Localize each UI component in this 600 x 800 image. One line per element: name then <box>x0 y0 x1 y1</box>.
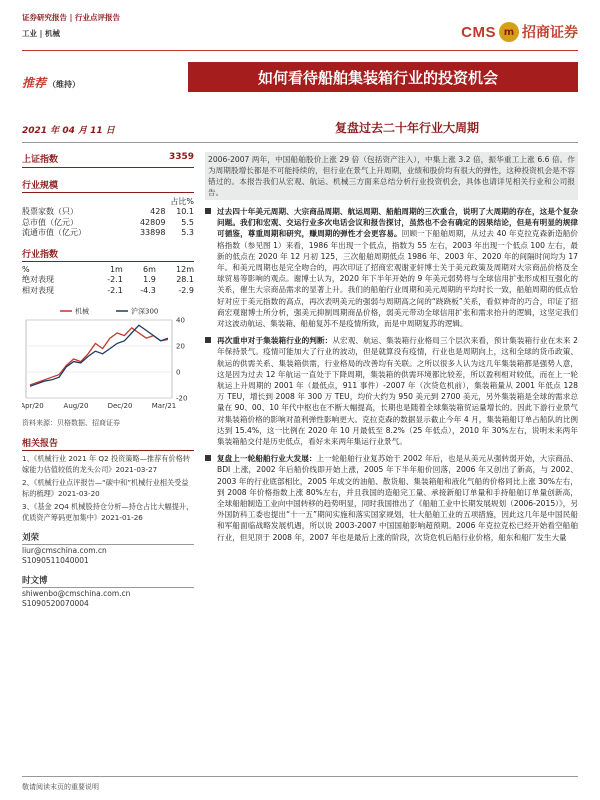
scale-label: 流通市值（亿元） <box>22 228 86 237</box>
square-bullet-icon <box>205 455 211 461</box>
header-divider <box>22 50 578 51</box>
analyst-email[interactable]: liur@cmschina.com.cn <box>22 546 107 555</box>
perf-cell: -4.3 <box>140 285 156 295</box>
rating <box>22 74 80 91</box>
paragraph-text: 上一轮船舶行业复苏始于 2002 年后，也是从美元从强转弱开始，大宗商品、BDI 上涨，2002 年后船价线即开始上涨，2005 年下半年船价回落，2006 年又创出了新高，与 2002、2003 年的行业底部相比，2005 年成交的油船、散货船、集装箱船和液化气船的价格同比上涨 30%左右，到 2008 年价格指数上涨 80%左右，并且我国的造船完工量、承接新船订单量和手持船舶订单量创新高，全球船舶制造工业向中国转移的趋势明显，同时我国推出了《船舶工业中长期发展规划（2006-2015）》，另外国防科工委也提出“十一五”期间实施和落实国家规划，壮大船舶工业的五项措施，因此这几年是中国民船和军船面临战略发展机遇，所以说 2003-2007 中国国舶影响超预期。2006 年克拉克松已经开始看空船舶行业，但见顶于 2008 年，2007 年也是最后上涨的阶段，次贷危机后船行业价格，船东和船厂发生大量 <box>217 454 579 542</box>
analyst-name: 刘荣 <box>22 533 194 545</box>
perf-cell: 绝对表现 <box>22 275 54 284</box>
paragraph-lead: 复盘上一轮船舶行业大发展： <box>217 454 317 464</box>
chart-source: 资料来源：贝格数据、招商证券 <box>22 419 120 427</box>
paragraph-lead: 再次重申对于集装箱行业的判断： <box>217 336 333 346</box>
scale-table <box>22 207 194 239</box>
x-tick-label: Mar/21 <box>151 402 177 410</box>
perf-header-cell: 1m <box>109 264 123 274</box>
perf-cell: 28.1 <box>176 275 194 284</box>
perf-header-cell: 6m <box>143 264 156 274</box>
analyst-cert: S1090520070004 <box>22 599 89 608</box>
scale-pct: 5.5 <box>181 217 194 227</box>
index-label: 上证指数 <box>22 155 59 165</box>
logo-text-en: CMS <box>461 23 496 41</box>
analyst-info <box>22 533 194 609</box>
table-row <box>22 218 194 229</box>
body-paragraph <box>205 206 578 329</box>
table-row <box>22 275 194 286</box>
scale-pct: 5.3 <box>181 228 194 237</box>
paragraph-text: 回顾一下船舶周期，从过去 40 年克拉克森新造船价格指数（参见图 1）来看，1986 年出现一个低点，指数为 55 左右，2003 年出现一个低点 100 左右，最新的低点在 2020 年 12 月初 125，三次船舶周期低点 1986 年、2003 年、2020 年的间隔时间均为 17 年。和美元周期也是完全吻合的，再次印证了招商宏观谢亚轩博士关于美元政策及周期对大宗商品价格及全球贸易等影响的观点。谢博士认为，2020 年下半年开始的 9 年美元弱势将与全球信用扩张形成相互强化的关系，催生大宗商品需求的显著上升。我们的船舶行业周期和美元周期的平均时长一致，船舶周期的低点恰好对应于美元指数的高点，再次表明美元的强弱与周期高之间的“跷跷板”关系，看似神奇的巧合，印证了招商宏观谢博士所分析，强美元抑制周期商品价格，弱美元带动全球信用扩张和需求抬升的逻辑，这坚定我们对这波动航运、集装箱、船舶复苏不是疫情所致，而是中周期复苏的逻辑。 <box>217 229 578 329</box>
related-report-item[interactable]: 1、《机械行业 2021 年 Q2 投资策略—推荐有价格转嫁能力估值较低的龙头公司》2021-03-27 <box>22 454 191 474</box>
related-report-item[interactable]: 3、《基金 2Q4 机械股持仓分析—持仓占比大幅提升，优质资产筹码更加集中》2021-01-26 <box>22 502 194 522</box>
perf-header-cell: % <box>22 264 30 274</box>
rating-note: （维持） <box>48 80 81 89</box>
paragraph-lead: 过去四十年美元周期、大宗商品周期、航运周期、船舶周期的三次重合，说明了大周期的存在，这是个复杂问题。我们和宏观、交运行业多次电话会议和报告探讨，虽然也不会有确定的因果结论，但是有明显的规律可循鉴，尊重周期和研究，赚周期的弹性才会更容易。 <box>217 207 578 239</box>
x-tick-label: Apr/20 <box>22 402 44 410</box>
legend-label: 机械 <box>75 307 89 316</box>
y-tick-label: -20 <box>176 394 188 403</box>
report-header <box>22 10 120 42</box>
index-row <box>22 148 194 168</box>
scale-value: 428 <box>150 207 166 216</box>
title-divider <box>22 142 578 143</box>
body-paragraph <box>205 335 578 447</box>
perf-header-cell: 12m <box>176 264 194 274</box>
related-reports <box>22 454 194 523</box>
scale-pct: 10.1 <box>176 207 194 216</box>
perf-cell: -2.9 <box>178 285 194 295</box>
perf-cell: -2.1 <box>107 285 123 295</box>
scale-title: 行业规模 <box>22 178 194 193</box>
series-line-1 <box>30 328 168 385</box>
scale-value: 33898 <box>139 228 166 237</box>
company-logo <box>461 22 578 42</box>
report-subtitle: 复盘过去二十年行业大周期 <box>335 121 480 135</box>
analyst-cert: S1090511040001 <box>22 556 89 565</box>
scale-pct-header <box>22 196 194 207</box>
x-tick-label: Aug/20 <box>63 402 89 410</box>
report-date: 2021 年 04 月 11 日 <box>22 126 115 136</box>
table-row <box>22 228 194 239</box>
report-sector: 工业 | 机械 <box>22 29 60 38</box>
main-content <box>205 152 578 549</box>
index-value: 3359 <box>168 152 194 162</box>
report-type: 证券研究报告 | 行业点评报告 <box>22 13 120 22</box>
analyst-name: 时文博 <box>22 576 194 588</box>
table-row <box>22 286 194 297</box>
performance-chart <box>22 302 194 414</box>
perf-cell: 1.9 <box>143 275 156 284</box>
scale-label: 总市值（亿元） <box>22 217 78 227</box>
perf-title: 行业指数 <box>22 247 194 262</box>
chart-frame <box>26 320 172 398</box>
scale-pct-header-text: 占比% <box>170 197 194 206</box>
related-title: 相关报告 <box>22 436 194 451</box>
perf-cell: -2.1 <box>107 275 123 284</box>
paragraph-text: 从宏观、航运、集装箱行业格局三个层次来看，预计集装箱行业在未来 2 年保持景气。疫情可能加大了行业的波动，但是就算没有疫情，行业也是周期向上，这和全球的货币政策、航运的供需关系、集装箱供需，行业格局的改善均有关联。之所以很多人认为这几年集装箱都是强势人意，这是因为过去 12 年航运一直处于下降周期，集装箱的供需环境都比较差，所以盈利相对较低，而在上一轮航运上升周期的 2001 年（最低点，911 事件）-2007 年（次贷危机前），集装箱量从 2001 年低点 128 万 TEU，增长到 2008 年 300 万 TEU，均价大约为 950 美元到 2700 美元，另外集装箱是全球的需求总量在 90、00、10 年代中枢也在不断大幅提高，长期也是随着全球集装箱贸运量增长的。因此下游行业景气对集装箱价格的影响对盈利弹性影响更大。克拉克森的数据显示截止今年 4 月，集装箱船订单占船队的比例达到 15.4%，这一比例在 2020 年 10 月最低至 8.2%（25 年低点），2010 年 30%左右，说明未来两年集装箱船交付是历史低点，看好未来两年集运行业景气。 <box>217 336 578 447</box>
y-tick-label: 40 <box>176 316 185 325</box>
scale-value: 42809 <box>139 217 166 227</box>
logo-icon: m <box>499 22 519 42</box>
perf-cell: 相对表现 <box>22 285 54 295</box>
body-paragraph <box>205 453 578 543</box>
y-tick-label: 0 <box>176 368 181 377</box>
table-row <box>22 207 194 218</box>
perf-table <box>22 265 194 297</box>
related-report-item[interactable]: 2、《机械行业点评报告—“碳中和”机械行业相关受益标的梳理》2021-03-20 <box>22 478 189 498</box>
square-bullet-icon <box>205 337 211 343</box>
logo-text-cn: 招商证券 <box>522 25 578 41</box>
page-footer: 敬请阅读末页的重要说明 <box>22 776 578 792</box>
analyst-email[interactable]: shiwenbo@cmschina.com.cn <box>22 589 131 598</box>
square-bullet-icon <box>205 208 211 214</box>
sidebar <box>22 148 194 609</box>
rating-label: 推荐 <box>22 76 47 90</box>
legend-label: 沪深300 <box>131 307 159 316</box>
summary-box: 2006-2007 两年，中国船舶股价上涨 29 倍（包括资产注入），中集上涨 3.2 倍，振华重工上涨 6.6 倍。作为周期股增长都是不可能持续的，但行业在景气上升周期，业绩和股价均有很大的弹性，这种投资机会是不容错过的。本报告我们从宏观、航运、机械三方面来总结分析行业投资机会，具体也请详见相关行业和公司报告。 <box>205 152 578 200</box>
report-title: 如何看待船舶集装箱行业的投资机会 <box>188 62 578 92</box>
x-tick-label: Dec/20 <box>107 402 133 410</box>
scale-label: 股票家数（只） <box>22 207 78 216</box>
table-header-row <box>22 265 194 276</box>
y-tick-label: 20 <box>176 342 185 351</box>
